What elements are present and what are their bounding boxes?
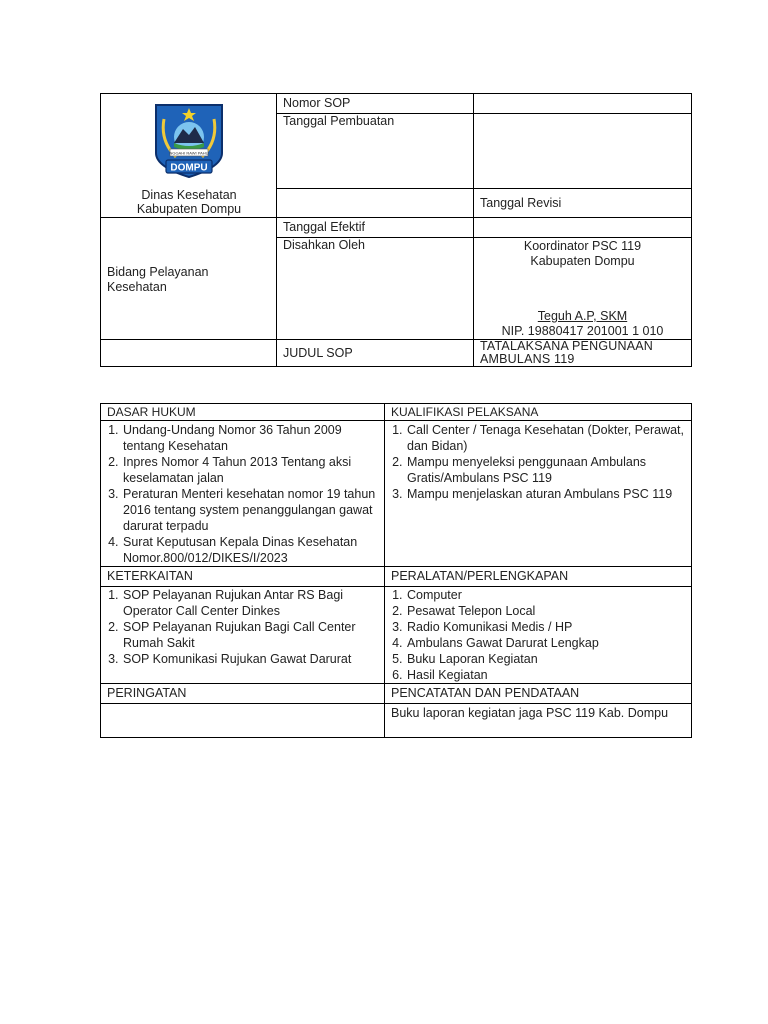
disahkan-oleh-label: Disahkan Oleh [283,238,365,252]
keterkaitan-list [101,587,384,667]
list-item: 6. Hasil Kegiatan [406,667,691,683]
tanggal-efektif-value [474,218,692,238]
list-item: 4. Surat Keputusan Kepala Dinas Kesehatan Nomor.800/012/DIKES/I/2023 [122,534,384,566]
peralatan-list [385,587,691,683]
dinas-label: Dinas Kesehatan Kabupaten Dompu [136,188,242,216]
list-item: 1. Call Center / Tenaga Kesehatan (Dokter, Perawat, dan Bidan) [406,422,691,454]
list-item: 5. Buku Laporan Kegiatan [406,651,691,667]
nomor-sop-value [474,94,692,114]
approver-nip: NIP. 19880417 201001 1 010 [501,324,664,338]
bidang-label: Bidang Pelayanan Kesehatan [107,264,209,294]
judul-sop-label: JUDUL SOP [283,345,353,360]
keterkaitan-title: KETERKAITAN [107,569,193,583]
pencatatan-title: PENCATATAN DAN PENDATAAN [391,686,580,700]
list-item: 1. SOP Pelayanan Rujukan Antar RS Bagi Operator Call Center Dinkes [122,587,384,619]
approver-name: Teguh A.P, SKM [537,309,628,323]
list-item: 2. Pesawat Telepon Local [406,603,691,619]
approver-title-line1: Koordinator PSC 119 [523,239,642,253]
peralatan-title: PERALATAN/PERLENGKAPAN [391,569,569,583]
judul-sop-value: TATALAKSANA PENGUNAAN AMBULANS 119 [480,339,653,366]
approver-block [474,238,692,340]
list-item: 4. Ambulans Gawat Darurat Lengkap [406,635,691,651]
list-item: 3. Mampu menjelaskan aturan Ambulans PSC 119 [406,486,691,502]
list-item: 3. Peraturan Menteri kesehatan nomor 19 tahun 2016 tentang system penanggulangan gawat darurat terpadu [122,486,384,534]
list-item: 2. SOP Pelayanan Rujukan Bagi Call Center Rumah Sakit [122,619,384,651]
approver-title-line2: Kabupaten Dompu [530,254,635,268]
sop-details-table [100,403,692,738]
tanggal-revisi-label: Tanggal Revisi [480,195,562,210]
peringatan-text [101,704,384,706]
dompu-logo [152,99,226,183]
pencatatan-text: Buku laporan kegiatan jaga PSC 119 Kab. Dompu [391,706,669,720]
logo-motto: NGGAHI RAWI PAHU [168,150,209,156]
kualifikasi-title: KUALIFIKASI PELAKSANA [391,405,539,419]
tanggal-pembuatan-value [474,114,692,189]
dasar-hukum-list [101,421,384,566]
list-item: 1. Undang-Undang Nomor 36 Tahun 2009 tentang Kesehatan [122,422,384,454]
dasar-hukum-title: DASAR HUKUM [107,405,196,419]
peringatan-title: PERINGATAN [107,686,187,700]
nomor-sop-label: Nomor SOP [283,96,351,110]
list-item: 2. Inpres Nomor 4 Tahun 2013 Tentang aksi keselamatan jalan [122,454,384,486]
list-item: 3. SOP Komunikasi Rujukan Gawat Darurat [122,651,384,667]
list-item: 3. Radio Komunikasi Medis / HP [406,619,691,635]
tanggal-pembuatan-label: Tanggal Pembuatan [283,114,395,128]
sop-header-table [100,93,692,367]
list-item: 1. Computer [406,587,691,603]
logo-text: DOMPU [169,162,208,174]
list-item: 2. Mampu menyeleksi penggunaan Ambulans Gratis/Ambulans PSC 119 [406,454,691,486]
tanggal-efektif-label: Tanggal Efektif [283,220,365,234]
kualifikasi-list [385,421,691,502]
